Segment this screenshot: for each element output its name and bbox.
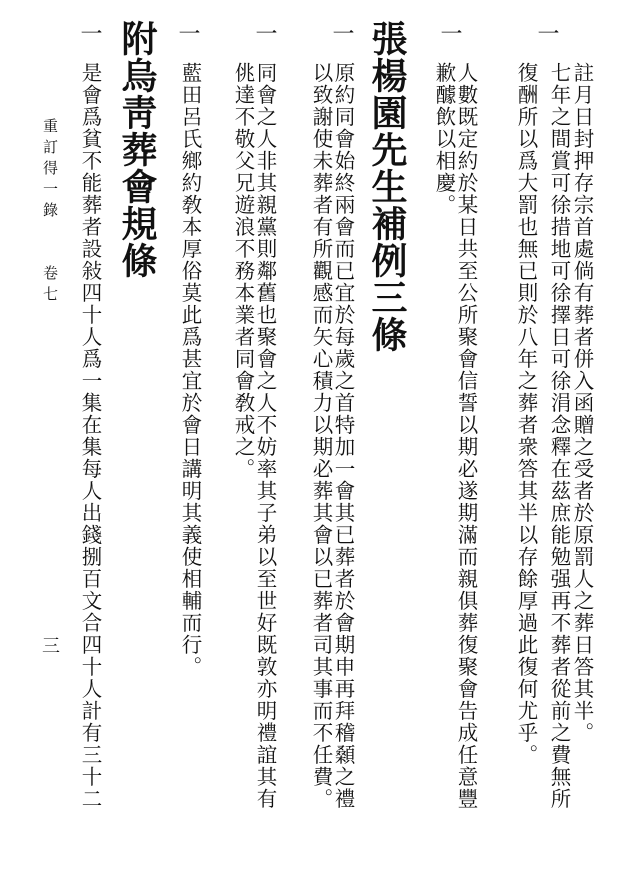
section-heading: 張楊園先生補例三條 <box>366 20 408 353</box>
text-column: 是會爲貧不能葬者設敍四十人爲一集在集每人出錢捌百文合四十人計有三十二 <box>78 62 102 810</box>
item-marker: 一 <box>534 22 559 44</box>
text-column: 七年之間賞可徐措地可徐擇日可徐涓念釋在茲庶能勉强再不葬者從前之費無所 <box>547 62 571 810</box>
text-column: 原約同會始終兩會而已宜於每歲之首特加一會其已葬者於會期申再拜稽顙之禮 <box>331 62 355 810</box>
volume-label: 卷七 <box>41 265 59 307</box>
text-column: 歉醵飲以相慶。 <box>432 62 456 216</box>
text-column: 同會之人非其親黨則鄰舊也聚會之人不妨率其子弟以至世好既敦亦明禮誼其有 <box>253 62 277 810</box>
text-column: 以致謝使未葬者有所觀感而矢心積力以期必葬其會以已葬者司其事而不任費。 <box>309 62 333 810</box>
text-column: 藍田呂氏鄉約敎本厚俗莫此爲甚宜於會日講明其義使相輔而行。 <box>178 62 202 678</box>
item-marker: 一 <box>77 22 102 44</box>
item-marker: 一 <box>437 22 462 44</box>
book-title: 重訂得一錄 <box>41 118 59 223</box>
item-marker: 一 <box>175 22 200 44</box>
item-marker: 一 <box>252 22 277 44</box>
page-number: 三 <box>39 636 60 654</box>
text-column: 註月日封押存宗首處倘有葬者併入函贈之受者於原罰人之葬日答其半。 <box>570 62 594 744</box>
section-heading: 附烏靑葬會規條 <box>116 20 158 279</box>
item-marker: 一 <box>329 22 354 44</box>
text-column: 復酬所以爲大罰也無已則於八年之葬者衆答其半以存餘厚過此復何尤乎。 <box>514 62 538 766</box>
text-column: 佻達不敬父兄遊浪不務本業者同會敎戒之。 <box>231 62 255 480</box>
text-column: 人數既定約於某日共至公所聚會信誓以期必遂期滿而親俱葬復聚會告成任意豐 <box>454 62 478 810</box>
